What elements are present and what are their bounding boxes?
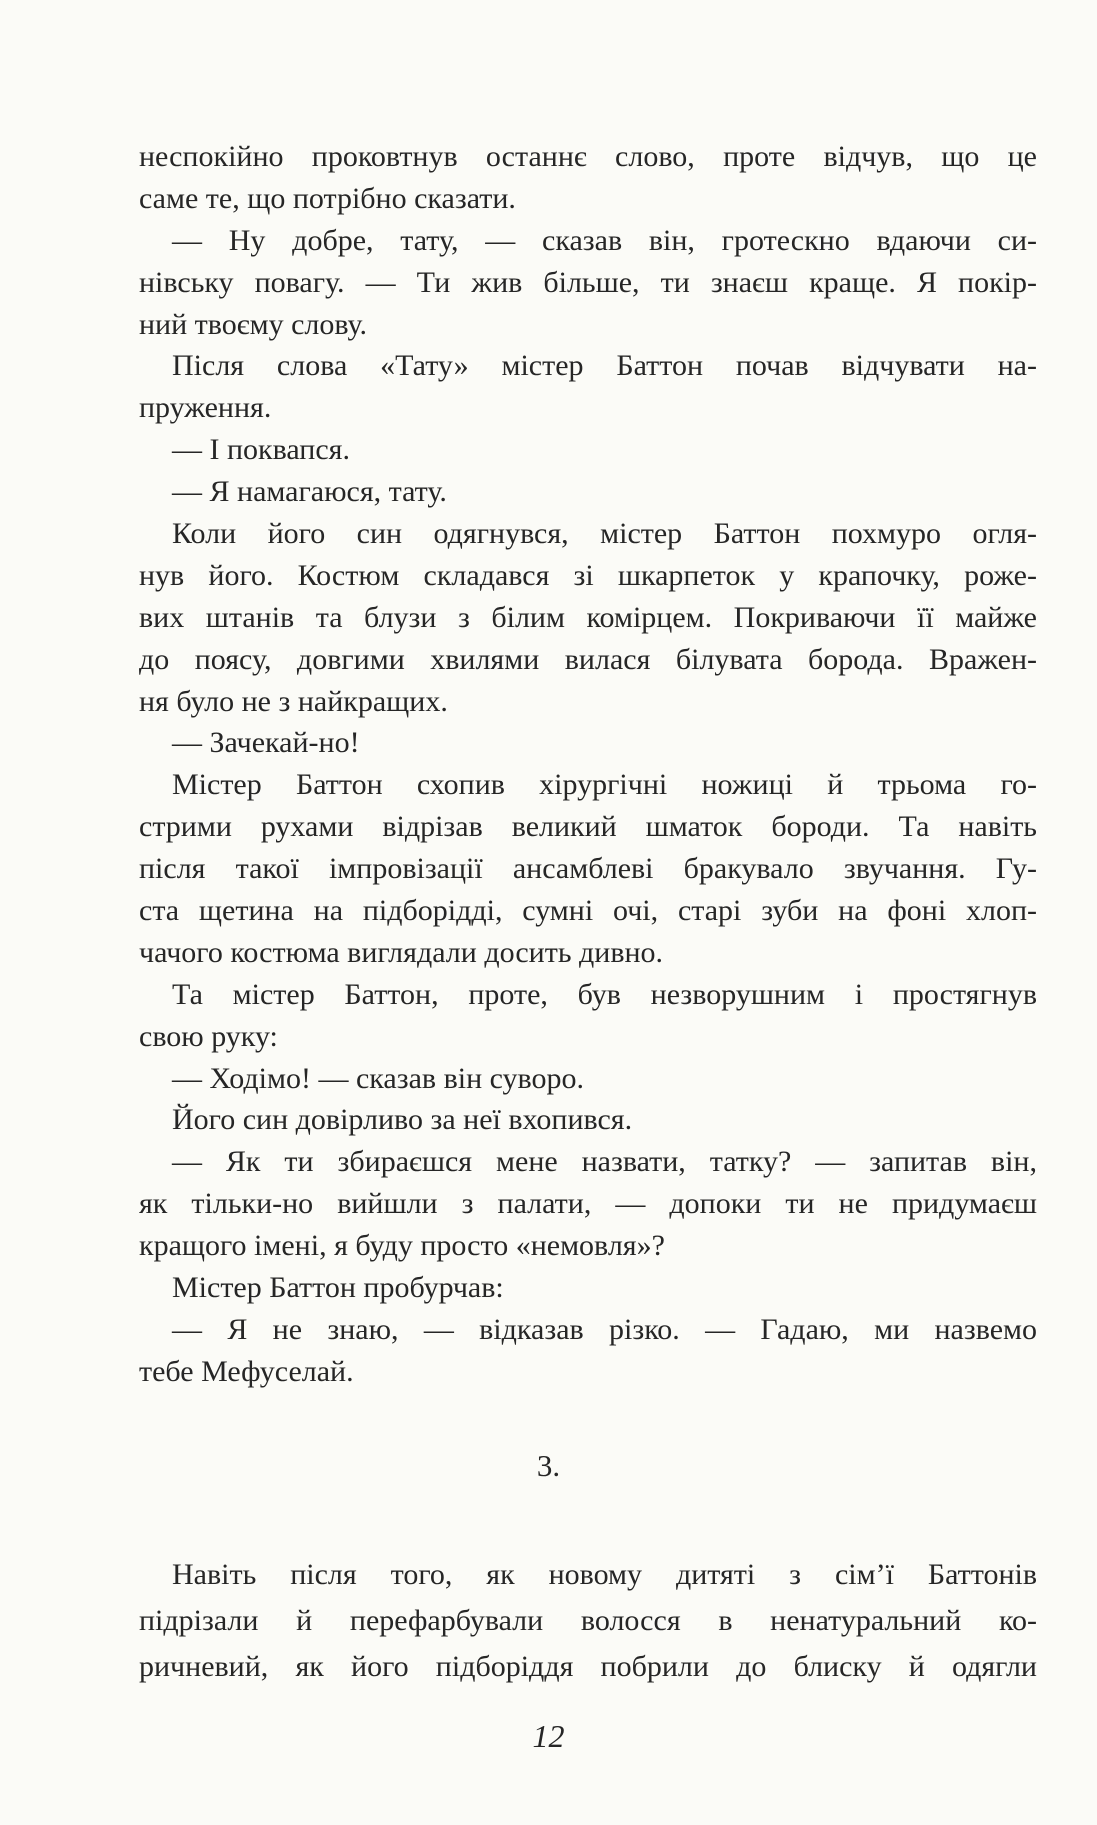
text-line: — Я намагаюся, тату.	[172, 475, 447, 509]
text-line: свою руку:	[139, 1019, 278, 1053]
paragraph	[139, 1309, 1037, 1393]
paragraph	[139, 722, 1037, 764]
paragraph	[139, 471, 1037, 513]
paragraph	[139, 345, 1037, 429]
text-line: ричневий, як його підборіддя побрили до блиску й одягли	[139, 1650, 1037, 1683]
paragraph	[139, 1552, 1037, 1690]
text-line: вих штанів та блузи з білим комірцем. Покриваючи її майже	[139, 600, 1037, 634]
paragraph	[139, 1267, 1037, 1309]
text-line: — І поквапся.	[172, 433, 350, 467]
body-text-before	[139, 136, 1037, 1393]
text-line: — Ну добре, тату, — сказав він, гротескно вдаючи си-	[172, 223, 1037, 257]
text-line: Та містер Баттон, проте, був незворушним і простягнув	[172, 977, 1037, 1011]
paragraph	[139, 220, 1037, 346]
section-number: 3.	[536, 1448, 561, 1483]
text-line: — Зачекай-но!	[172, 726, 360, 760]
text-line: Навіть після того, як новому дитяті з сім’ї Баттонів	[172, 1558, 1037, 1591]
text-line: Містер Баттон схопив хірургічні ножиці й трьома го-	[172, 768, 1037, 802]
text-line: — Як ти збираєшся мене назвати, татку? — запитав він,	[172, 1145, 1037, 1179]
text-line: підрізали й перефарбували волосся в ненатуральний ко-	[139, 1604, 1037, 1637]
paragraph	[139, 513, 1037, 722]
text-line: нув його. Костюм складався зі шкарпеток у крапочку, роже-	[139, 558, 1037, 592]
text-line: Після слова «Тату» містер Баттон почав відчувати на-	[172, 349, 1037, 383]
text-line: Містер Баттон пробурчав:	[172, 1271, 504, 1305]
text-line: ня було не з найкращих.	[139, 684, 448, 718]
text-line: чачого костюма виглядали досить дивно.	[139, 935, 664, 969]
text-line: стрими рухами відрізав великий шматок бороди. Та навіть	[139, 810, 1037, 844]
paragraph	[139, 1099, 1037, 1141]
text-line: ста щетина на підборідді, сумні очі, старі зуби на фоні хлоп-	[139, 894, 1037, 928]
text-line: Коли його син одягнувся, містер Баттон похмуро огля-	[172, 517, 1037, 551]
text-line: саме те, що потрібно сказати.	[139, 181, 516, 215]
text-line: до поясу, довгими хвилями вилася білувата борода. Вражен-	[139, 642, 1037, 676]
body-text-after	[139, 1552, 1037, 1690]
text-line: нівську повагу. — Ти жив більше, ти знаєш краще. Я покір-	[139, 265, 1037, 299]
text-line: неспокійно проковтнув останнє слово, проте відчув, що це	[139, 140, 1037, 173]
text-line: — Ходімо! — сказав він суворо.	[172, 1061, 585, 1095]
paragraph	[139, 1141, 1037, 1267]
text-line: після такої імпровізації ансамблеві бракувало звучання. Гу-	[139, 852, 1037, 886]
text-line: тебе Мефуселай.	[139, 1354, 354, 1388]
text-line: як тільки-но вийшли з палати, — допоки ти не придумаєш	[139, 1187, 1037, 1221]
paragraph	[139, 429, 1037, 471]
text-line: — Я не знаю, — відказав різко. — Гадаю, ми назвемо	[172, 1312, 1037, 1346]
paragraph	[139, 974, 1037, 1058]
paragraph	[139, 764, 1037, 973]
paragraph	[139, 136, 1037, 220]
text-line: ний твоєму слову.	[139, 307, 368, 341]
page-number: 12	[532, 1718, 565, 1754]
paragraph	[139, 1058, 1037, 1100]
text-line: кращого імені, я буду просто «немовля»?	[139, 1229, 665, 1263]
text-line: Його син довірливо за неї вхопився.	[172, 1103, 633, 1137]
text-line: пруження.	[139, 391, 272, 425]
